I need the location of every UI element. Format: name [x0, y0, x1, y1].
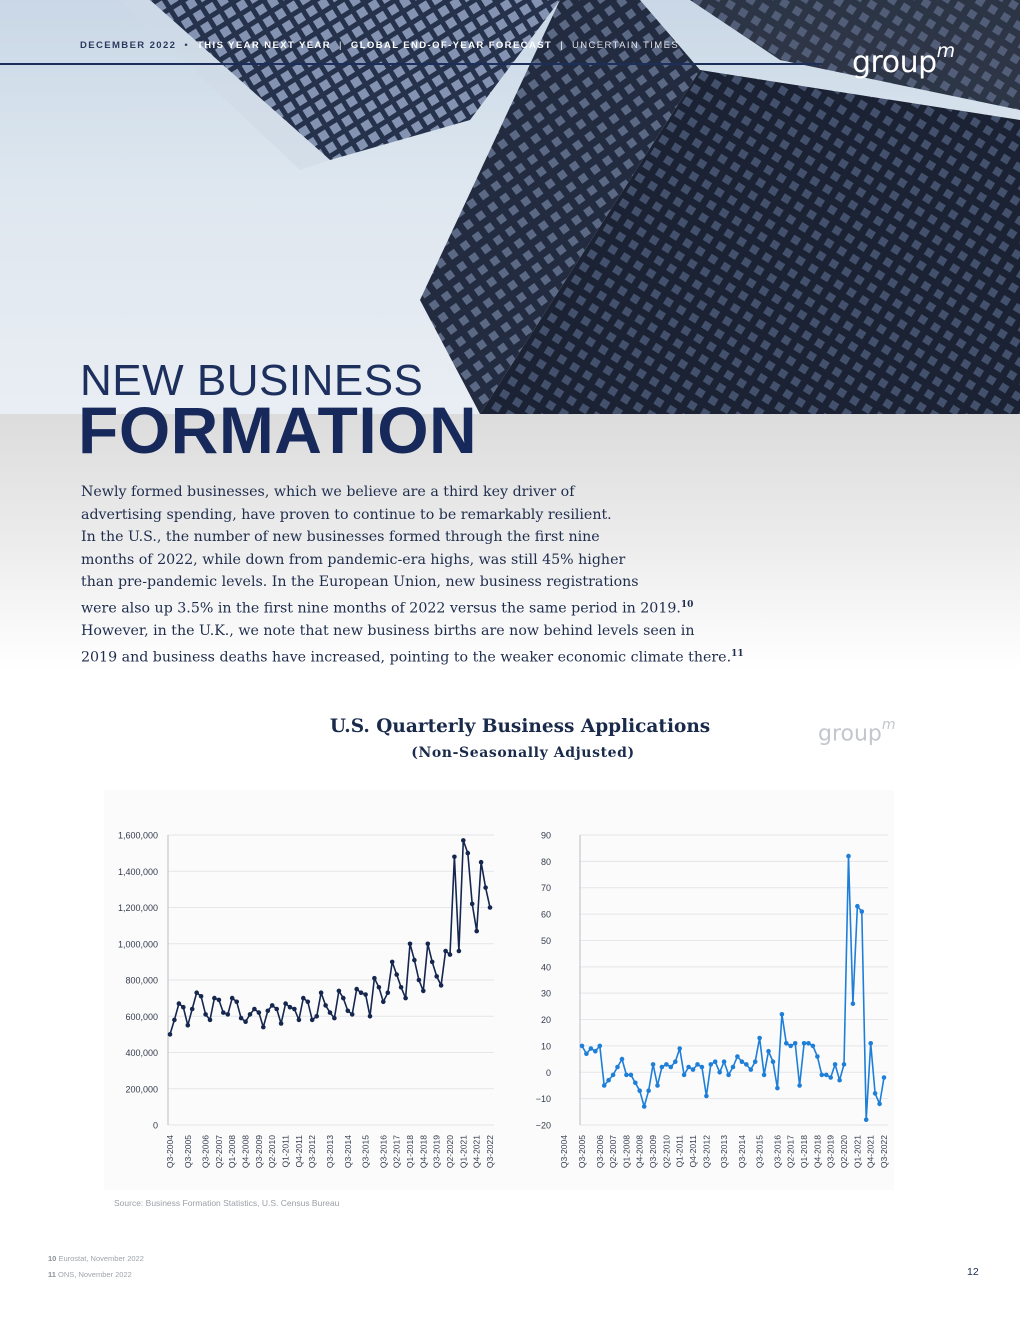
growth-x-tick-label: Q4-2021	[865, 1135, 876, 1169]
applications-data-point	[372, 976, 377, 981]
growth-data-point	[766, 1049, 771, 1054]
growth-data-point	[642, 1104, 647, 1109]
applications-y-tick-label: 600,000	[125, 1011, 158, 1022]
body-line-text: were also up 3.5% in the first nine months of 2022 versus the same period in 2019.	[81, 600, 681, 617]
growth-data-point	[606, 1078, 611, 1083]
growth-data-point	[593, 1049, 598, 1054]
applications-data-point	[292, 1007, 297, 1012]
applications-x-tick-label: Q1-2008	[227, 1135, 238, 1169]
header-report: GLOBAL END-OF-YEAR FORECAST	[350, 40, 553, 51]
applications-data-point	[474, 929, 479, 934]
applications-data-point	[434, 974, 439, 979]
applications-data-point	[368, 1014, 373, 1019]
applications-x-tick-label: Q4-2011	[293, 1135, 304, 1168]
applications-data-point	[194, 990, 199, 995]
growth-data-point	[700, 1065, 705, 1070]
applications-data-point	[279, 1021, 284, 1026]
growth-data-point	[793, 1041, 798, 1046]
applications-data-point	[310, 1018, 315, 1023]
growth-data-point	[651, 1062, 656, 1067]
growth-data-point	[584, 1052, 589, 1057]
growth-data-point	[788, 1044, 793, 1049]
header-edition: UNCERTAIN TIMES	[572, 40, 680, 51]
applications-data-point	[208, 1018, 213, 1023]
applications-x-tick-label: Q3-2016	[378, 1135, 389, 1169]
applications-y-tick-label: 1,400,000	[117, 866, 158, 877]
logo-text: group	[818, 721, 882, 747]
applications-data-point	[297, 1018, 302, 1023]
applications-data-point	[190, 1007, 195, 1012]
growth-data-point	[660, 1065, 665, 1070]
applications-data-point	[181, 1005, 186, 1010]
growth-y-tick-label: −20	[535, 1120, 551, 1131]
applications-x-tick-label: Q1-2021	[458, 1135, 469, 1169]
body-line: advertising spending, have proven to continue to be remarkably resilient.	[81, 506, 612, 523]
footnote-text: Eurostat, November 2022	[58, 1254, 144, 1263]
applications-data-point	[381, 1000, 386, 1005]
growth-x-tick-label: Q3-2004	[559, 1135, 570, 1169]
applications-data-point	[301, 996, 306, 1001]
applications-data-point	[479, 860, 484, 865]
growth-data-point	[589, 1046, 594, 1051]
header-separator: |	[560, 40, 565, 51]
growth-y-tick-label: 10	[540, 1041, 551, 1052]
growth-data-point	[797, 1083, 802, 1088]
applications-x-tick-label: Q3-2022	[485, 1135, 495, 1169]
growth-x-tick-label: Q1-2021	[852, 1135, 863, 1169]
applications-x-tick-label: Q3-2019	[431, 1135, 442, 1169]
page-title-line1: NEW BUSINESS	[80, 356, 424, 405]
growth-x-tick-label: Q2-2010	[661, 1135, 672, 1169]
growth-data-point	[655, 1083, 660, 1088]
growth-data-point	[620, 1057, 625, 1062]
growth-data-point	[828, 1075, 833, 1080]
applications-data-point	[390, 960, 395, 965]
applications-x-tick-label: Q4-2021	[471, 1135, 482, 1169]
footnote-number: 11	[48, 1270, 56, 1279]
growth-data-point	[633, 1081, 638, 1086]
applications-data-point	[172, 1018, 177, 1023]
applications-data-point	[377, 985, 382, 990]
growth-y-tick-label: −10	[535, 1094, 551, 1105]
growth-x-tick-label: Q1-2011	[674, 1135, 685, 1168]
applications-data-point	[217, 998, 222, 1003]
applications-x-tick-label: Q1-2011	[280, 1135, 291, 1168]
growth-x-tick-label: Q1-2008	[621, 1135, 632, 1169]
growth-data-point	[629, 1073, 634, 1078]
applications-data-point	[412, 958, 417, 963]
applications-data-point	[226, 1012, 231, 1017]
growth-data-point	[820, 1073, 825, 1078]
growth-x-tick-label: Q3-2015	[754, 1135, 765, 1169]
applications-y-tick-label: 1,600,000	[117, 830, 158, 841]
applications-data-point	[457, 949, 462, 954]
applications-data-point	[248, 1012, 253, 1017]
applications-data-point	[319, 990, 324, 995]
applications-data-point	[394, 972, 399, 977]
growth-x-tick-label: Q3-2019	[825, 1135, 836, 1169]
applications-y-tick-label: 800,000	[125, 975, 158, 986]
growth-data-point	[864, 1117, 869, 1122]
applications-data-point	[199, 994, 204, 999]
growth-x-tick-label: Q2-2020	[839, 1135, 850, 1169]
growth-data-point	[615, 1065, 620, 1070]
growth-x-tick-label: Q4-2008	[634, 1135, 645, 1169]
chart-panel-background	[104, 790, 894, 1190]
body-line-text: 2019 and business deaths have increased, pointing to the weaker economic climate there.	[81, 649, 732, 666]
growth-data-point	[749, 1067, 754, 1072]
chart-source: Source: Business Formation Statistics, U.S. Census Bureau	[114, 1198, 340, 1208]
growth-data-point	[753, 1059, 758, 1064]
applications-x-tick-label: Q1-2018	[405, 1135, 415, 1169]
growth-y-tick-label: 80	[540, 856, 551, 867]
applications-x-tick-label: Q2-2017	[391, 1135, 402, 1169]
applications-data-point	[168, 1032, 173, 1037]
growth-data-point	[691, 1067, 696, 1072]
growth-y-tick-label: 0	[545, 1067, 551, 1078]
applications-data-point	[221, 1010, 226, 1015]
growth-data-point	[602, 1083, 607, 1088]
growth-x-tick-label: Q3-2006	[594, 1135, 605, 1169]
applications-data-point	[252, 1007, 257, 1012]
applications-data-point	[306, 1000, 311, 1005]
growth-x-tick-label: Q3-2016	[772, 1135, 783, 1169]
applications-data-point	[488, 905, 493, 910]
growth-y-tick-label: 70	[540, 883, 551, 894]
applications-data-point	[421, 989, 426, 994]
growth-y-tick-label: 60	[540, 909, 551, 920]
growth-y-tick-label: 50	[540, 935, 551, 946]
applications-data-point	[323, 1003, 328, 1008]
body-line: months of 2022, while down from pandemic-era highs, was still 45% higher	[81, 551, 626, 568]
applications-data-point	[314, 1014, 319, 1019]
applications-data-point	[283, 1001, 288, 1006]
footnote-10	[48, 1254, 144, 1263]
chart-subtitle: (Non-Seasonally Adjusted)	[411, 745, 635, 761]
growth-data-point	[851, 1001, 856, 1006]
applications-data-point	[266, 1009, 271, 1014]
applications-data-point	[212, 996, 217, 1001]
growth-data-point	[669, 1065, 674, 1070]
growth-x-tick-label: Q3-2022	[879, 1135, 889, 1169]
applications-x-tick-label: Q3-2004	[165, 1135, 175, 1169]
growth-data-point	[713, 1059, 718, 1064]
applications-data-point	[337, 989, 342, 994]
applications-data-point	[341, 996, 346, 1001]
header-series: THIS YEAR NEXT YEAR	[197, 40, 332, 51]
growth-data-point	[611, 1073, 616, 1078]
growth-data-point	[846, 854, 851, 859]
applications-data-point	[359, 990, 364, 995]
body-line: Newly formed businesses, which we believe are a third key driver of	[81, 484, 575, 500]
growth-x-tick-label: Q2-2007	[608, 1135, 619, 1169]
applications-data-point	[483, 885, 488, 890]
applications-data-point	[399, 985, 404, 990]
growth-data-point	[868, 1041, 873, 1046]
footnote-ref-11[interactable]: 11	[731, 648, 744, 659]
applications-data-point	[461, 838, 466, 843]
applications-y-tick-label: 1,200,000	[117, 903, 158, 913]
growth-data-point	[877, 1102, 882, 1107]
applications-data-point	[408, 942, 413, 947]
applications-data-point	[426, 942, 431, 947]
header-separator: |	[339, 40, 343, 51]
applications-x-tick-label: Q2-2007	[213, 1135, 224, 1169]
applications-y-tick-label: 200,000	[125, 1084, 158, 1095]
growth-data-point	[842, 1062, 847, 1067]
footnote-text: ONS, November 2022	[58, 1270, 132, 1279]
applications-x-tick-label: Q3-2012	[307, 1135, 318, 1169]
growth-data-point	[735, 1054, 740, 1059]
body-line: However, in the U.K., we note that new business births are now behind levels seen in	[81, 623, 695, 640]
applications-data-point	[203, 1012, 208, 1017]
growth-x-tick-label: Q4-2011	[688, 1135, 699, 1168]
growth-data-point	[882, 1075, 887, 1080]
growth-y-tick-label: 30	[540, 988, 551, 999]
applications-data-point	[234, 1000, 239, 1005]
growth-data-point	[744, 1062, 749, 1067]
growth-data-point	[771, 1059, 776, 1064]
applications-x-tick-label: Q3-2013	[325, 1135, 335, 1169]
growth-data-point	[784, 1041, 789, 1046]
growth-data-point	[833, 1062, 838, 1067]
applications-data-point	[354, 987, 359, 992]
growth-x-tick-label: Q3-2005	[577, 1135, 587, 1169]
growth-data-point	[646, 1088, 651, 1093]
chart-title: U.S. Quarterly Business Applications	[329, 716, 711, 737]
applications-y-tick-label: 1,000,000	[117, 939, 158, 950]
growth-data-point	[580, 1044, 585, 1049]
growth-data-point	[709, 1062, 714, 1067]
applications-data-point	[350, 1012, 355, 1017]
growth-data-point	[740, 1059, 745, 1064]
applications-x-tick-label: Q3-2015	[360, 1135, 371, 1169]
applications-data-point	[346, 1009, 351, 1014]
header-date: DECEMBER 2022	[80, 40, 177, 51]
applications-y-tick-label: 0	[152, 1120, 158, 1131]
applications-data-point	[452, 855, 457, 860]
applications-data-point	[186, 1023, 191, 1028]
growth-data-point	[664, 1062, 669, 1067]
growth-data-point	[726, 1073, 731, 1078]
growth-data-point	[860, 909, 865, 914]
growth-data-point	[722, 1059, 727, 1064]
applications-data-point	[443, 949, 448, 954]
applications-data-point	[328, 1010, 333, 1015]
growth-data-point	[775, 1086, 780, 1091]
growth-data-point	[824, 1073, 829, 1078]
growth-data-point	[837, 1078, 842, 1083]
applications-data-point	[270, 1003, 275, 1008]
header-dot: •	[184, 40, 190, 51]
footnote-11	[48, 1270, 132, 1279]
applications-data-point	[448, 952, 453, 957]
applications-data-point	[386, 990, 391, 995]
logo-text: group	[852, 45, 937, 80]
applications-data-point	[439, 983, 444, 988]
body-line: In the U.S., the number of new businesses formed through the first nine	[81, 529, 600, 546]
applications-data-point	[363, 992, 368, 997]
applications-x-tick-label: Q2-2020	[445, 1135, 455, 1169]
growth-data-point	[757, 1036, 762, 1041]
growth-data-point	[731, 1065, 736, 1070]
applications-x-tick-label: Q3-2006	[200, 1135, 211, 1169]
growth-x-tick-label: Q3-2009	[648, 1135, 659, 1169]
applications-data-point	[470, 902, 475, 907]
applications-data-point	[257, 1010, 262, 1015]
logo-sup: m	[881, 717, 896, 733]
body-line: than pre-pandemic levels. In the European Union, new business registrations	[81, 574, 639, 591]
growth-data-point	[686, 1065, 691, 1070]
growth-data-point	[811, 1044, 816, 1049]
applications-data-point	[332, 1016, 337, 1021]
growth-data-point	[637, 1088, 642, 1093]
applications-data-point	[177, 1001, 182, 1006]
applications-x-tick-label: Q3-2005	[182, 1135, 193, 1169]
growth-data-point	[780, 1012, 785, 1017]
growth-data-point	[695, 1062, 700, 1067]
applications-x-tick-label: Q2-2010	[267, 1135, 278, 1169]
applications-data-point	[466, 851, 471, 856]
growth-y-tick-label: 90	[540, 830, 551, 841]
growth-data-point	[704, 1094, 709, 1099]
growth-x-tick-label: Q4-2018	[812, 1135, 823, 1169]
growth-y-tick-label: 20	[540, 1015, 551, 1026]
growth-data-point	[677, 1046, 682, 1051]
applications-data-point	[243, 1019, 248, 1024]
growth-data-point	[802, 1041, 807, 1046]
applications-data-point	[430, 960, 435, 965]
applications-data-point	[417, 978, 422, 983]
growth-y-tick-label: 40	[540, 962, 551, 973]
applications-data-point	[403, 996, 408, 1001]
applications-x-tick-label: Q4-2018	[418, 1135, 429, 1169]
growth-x-tick-label: Q3-2014	[736, 1135, 747, 1169]
growth-data-point	[598, 1044, 603, 1049]
growth-x-tick-label: Q3-2012	[701, 1135, 712, 1169]
growth-data-point	[682, 1073, 687, 1078]
logo-sup: m	[936, 40, 955, 62]
growth-x-tick-label: Q1-2018	[799, 1135, 810, 1169]
applications-data-point	[239, 1016, 244, 1021]
growth-data-point	[624, 1073, 629, 1078]
growth-data-point	[806, 1041, 811, 1046]
applications-x-tick-label: Q4-2008	[240, 1135, 251, 1169]
applications-data-point	[274, 1007, 279, 1012]
growth-data-point	[762, 1073, 767, 1078]
applications-x-tick-label: Q3-2014	[342, 1135, 353, 1169]
growth-data-point	[855, 904, 860, 909]
applications-y-tick-label: 400,000	[125, 1048, 158, 1058]
applications-data-point	[288, 1005, 293, 1010]
page-title-line2: FORMATION	[78, 393, 478, 467]
applications-data-point	[261, 1025, 266, 1030]
applications-x-tick-label: Q3-2009	[253, 1135, 264, 1169]
footnote-ref-10[interactable]: 10	[680, 599, 694, 610]
applications-data-point	[230, 996, 235, 1001]
growth-data-point	[873, 1091, 878, 1096]
growth-data-point	[717, 1070, 722, 1075]
growth-x-tick-label: Q3-2013	[719, 1135, 730, 1169]
growth-x-tick-label: Q2-2017	[785, 1135, 796, 1169]
growth-data-point	[673, 1059, 678, 1064]
footnote-number: 10	[48, 1254, 57, 1263]
growth-data-point	[815, 1054, 820, 1059]
page-number: 12	[967, 1266, 979, 1278]
